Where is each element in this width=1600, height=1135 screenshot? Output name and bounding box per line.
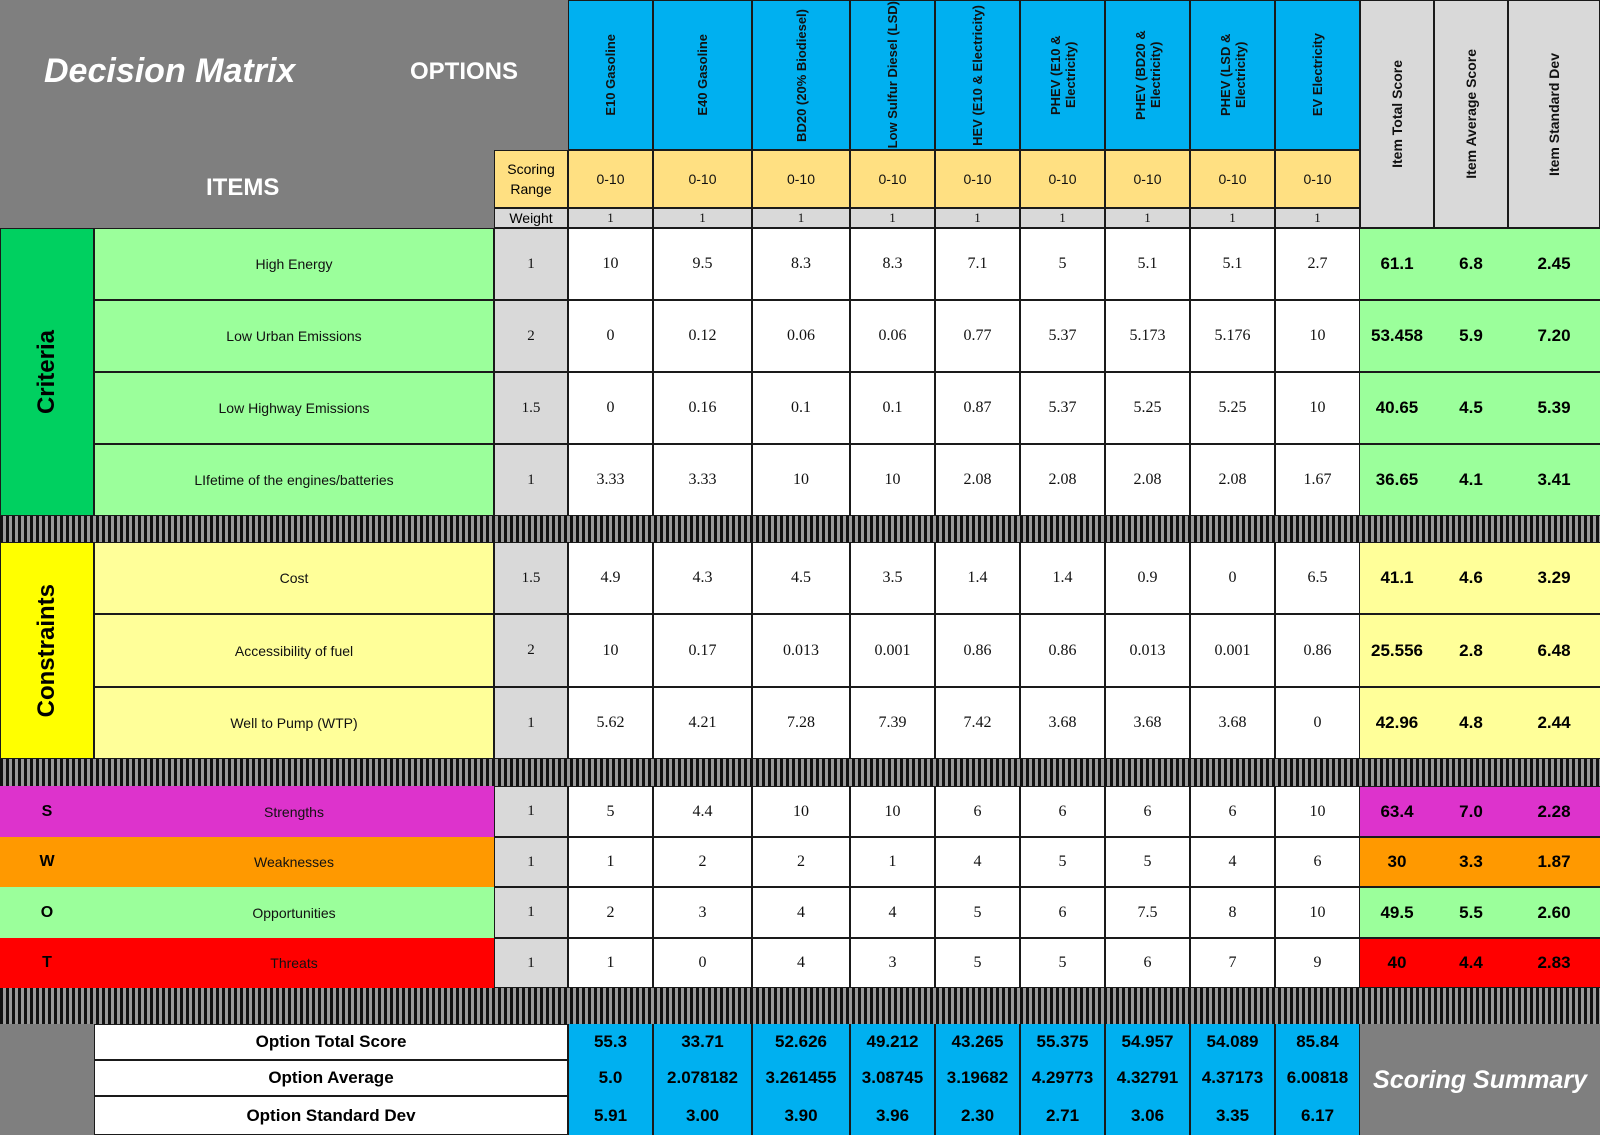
- option-header: [1190, 0, 1275, 150]
- score-cell: 0.013: [1105, 614, 1190, 687]
- stat-cell: 5.39: [1508, 372, 1600, 444]
- stat-cell: 40.65: [1360, 372, 1434, 444]
- stat-cell: 61.1: [1360, 228, 1434, 300]
- row-weight: 1.5: [494, 372, 568, 444]
- stat-cell: 40: [1360, 938, 1434, 988]
- score-cell: 0.12: [653, 300, 752, 372]
- constraints-band-text: Constraints: [33, 583, 60, 718]
- score-cell: 10: [1275, 887, 1360, 938]
- score-cell: 8.3: [752, 228, 850, 300]
- option-header-text: EV Electricity: [1310, 33, 1325, 117]
- criteria-item: LIfetime of the engines/batteries: [94, 444, 494, 516]
- score-cell: 10: [1275, 300, 1360, 372]
- score-cell: 5: [935, 938, 1020, 988]
- score-cell: 10: [850, 786, 935, 837]
- scoring-range: 0-10: [935, 150, 1020, 208]
- stat-cell: 42.96: [1360, 687, 1434, 759]
- score-cell: 1: [850, 837, 935, 887]
- score-cell: 7.42: [935, 687, 1020, 759]
- row-weight: 1: [494, 786, 568, 837]
- scoring-range: 0-10: [1190, 150, 1275, 208]
- stat-cell: 3.3: [1434, 837, 1508, 887]
- scoring-summary-label: Scoring Summary: [1373, 1065, 1587, 1094]
- separator-stripe: [0, 515, 1600, 542]
- swot-letter: T: [42, 954, 52, 971]
- constraints-band: [0, 542, 94, 759]
- score-cell: 0.17: [653, 614, 752, 687]
- score-cell: 8: [1190, 887, 1275, 938]
- summary-cell: 4.37173: [1190, 1060, 1275, 1096]
- option-header-text: Low Sulfur Diesel (LSD): [885, 1, 900, 149]
- row-weight: 1.5: [494, 542, 568, 614]
- stat-cell: 2.44: [1508, 687, 1600, 759]
- stat-cell: 3.41: [1508, 444, 1600, 516]
- summary-label: Option Average: [94, 1060, 568, 1096]
- score-cell: 2.7: [1275, 228, 1360, 300]
- swot-letter: O: [40, 903, 54, 921]
- summary-cell: 3.90: [752, 1096, 850, 1135]
- swot-item: Opportunities: [252, 904, 336, 921]
- score-cell: 0: [653, 938, 752, 988]
- option-header: [653, 0, 752, 150]
- score-cell: 0.16: [653, 372, 752, 444]
- score-cell: 7.5: [1105, 887, 1190, 938]
- stat-cell: 2.8: [1434, 614, 1508, 687]
- score-cell: 0.06: [850, 300, 935, 372]
- stat-header-text: Item Standard Dev: [1546, 52, 1562, 176]
- score-cell: 4: [1190, 837, 1275, 887]
- stat-cell: 2.83: [1508, 938, 1600, 988]
- constraints-item: Accessibility of fuel: [94, 614, 494, 687]
- stat-cell: 2.28: [1508, 786, 1600, 837]
- score-cell: 5.25: [1105, 372, 1190, 444]
- score-cell: 0.001: [1190, 614, 1275, 687]
- score-cell: 3.68: [1190, 687, 1275, 759]
- score-cell: 2.08: [935, 444, 1020, 516]
- score-cell: 10: [568, 228, 653, 300]
- stat-cell: 25.556: [1360, 614, 1434, 687]
- stat-cell: 4.6: [1434, 542, 1508, 614]
- scoring-range: 0-10: [1275, 150, 1360, 208]
- option-header-text: PHEV (BD20 & Electricity): [1132, 30, 1163, 120]
- option-header-text: PHEV (E10 & Electricity): [1047, 35, 1078, 115]
- stat-cell: 7.20: [1508, 300, 1600, 372]
- summary-cell: 54.089: [1190, 1024, 1275, 1060]
- score-cell: 6: [1190, 786, 1275, 837]
- score-cell: 0.1: [850, 372, 935, 444]
- score-cell: 0.86: [1020, 614, 1105, 687]
- scoring-range: 0-10: [850, 150, 935, 208]
- score-cell: 7: [1190, 938, 1275, 988]
- stat-header-text: Item Average Score: [1463, 49, 1479, 179]
- score-cell: 0: [568, 372, 653, 444]
- score-cell: 5: [1020, 938, 1105, 988]
- scoring-range: 0-10: [1020, 150, 1105, 208]
- summary-cell: 3.00: [653, 1096, 752, 1135]
- option-weight: 1: [1020, 208, 1105, 228]
- swot-item: Strengths: [264, 803, 324, 820]
- row-weight: 1: [494, 687, 568, 759]
- score-cell: 8.3: [850, 228, 935, 300]
- option-header-text: HEV (E10 & Electricity): [970, 4, 985, 146]
- summary-cell: 55.3: [568, 1024, 653, 1060]
- score-cell: 7.1: [935, 228, 1020, 300]
- separator-stripe: [0, 759, 1600, 786]
- summary-cell: 2.078182: [653, 1060, 752, 1096]
- summary-label: Option Standard Dev: [94, 1096, 568, 1135]
- stat-cell: 3.29: [1508, 542, 1600, 614]
- score-cell: 0.87: [935, 372, 1020, 444]
- weight-label: Weight: [494, 208, 568, 228]
- score-cell: 9: [1275, 938, 1360, 988]
- score-cell: 2: [752, 837, 850, 887]
- stat-header: [1508, 0, 1600, 228]
- stat-cell: 2.45: [1508, 228, 1600, 300]
- score-cell: 4: [935, 837, 1020, 887]
- score-cell: 5.25: [1190, 372, 1275, 444]
- stat-header-text: Item Total Score: [1389, 60, 1405, 168]
- score-cell: 0.86: [935, 614, 1020, 687]
- score-cell: 10: [568, 614, 653, 687]
- stat-cell: 4.4: [1434, 938, 1508, 988]
- score-cell: 3.5: [850, 542, 935, 614]
- option-header: [568, 0, 653, 150]
- page-title: Decision Matrix: [44, 52, 296, 90]
- scoring-range-label: Scoring Range: [494, 150, 568, 208]
- option-weight: 1: [653, 208, 752, 228]
- score-cell: 6: [1105, 938, 1190, 988]
- score-cell: 4.9: [568, 542, 653, 614]
- items-label: ITEMS: [206, 174, 280, 201]
- score-cell: 6: [1275, 837, 1360, 887]
- score-cell: 5: [935, 887, 1020, 938]
- score-cell: 0: [568, 300, 653, 372]
- score-cell: 5.176: [1190, 300, 1275, 372]
- score-cell: 5.173: [1105, 300, 1190, 372]
- summary-cell: 6.17: [1275, 1096, 1360, 1135]
- stat-cell: 6.8: [1434, 228, 1508, 300]
- criteria-item: Low Urban Emissions: [94, 300, 494, 372]
- summary-label: Option Total Score: [94, 1024, 568, 1060]
- score-cell: 5: [1105, 837, 1190, 887]
- option-header-text: PHEV (LSD & Electricity): [1217, 33, 1248, 117]
- stat-header: [1360, 0, 1434, 228]
- score-cell: 4.3: [653, 542, 752, 614]
- score-cell: 6: [1105, 786, 1190, 837]
- summary-cell: 49.212: [850, 1024, 935, 1060]
- scoring-range: 0-10: [653, 150, 752, 208]
- score-cell: 3: [850, 938, 935, 988]
- score-cell: 4: [752, 887, 850, 938]
- option-weight: 1: [1190, 208, 1275, 228]
- score-cell: 2: [568, 887, 653, 938]
- option-header-text: E10 Gasoline: [603, 34, 618, 116]
- score-cell: 0.001: [850, 614, 935, 687]
- stat-cell: 30: [1360, 837, 1434, 887]
- row-weight: 2: [494, 300, 568, 372]
- criteria-band: [0, 228, 94, 516]
- stat-cell: 7.0: [1434, 786, 1508, 837]
- summary-cell: 3.06: [1105, 1096, 1190, 1135]
- score-cell: 5.37: [1020, 372, 1105, 444]
- scoring-range: 0-10: [568, 150, 653, 208]
- option-header-text: BD20 (20% Biodiesel): [793, 8, 809, 142]
- score-cell: 3.68: [1020, 687, 1105, 759]
- criteria-item: High Energy: [94, 228, 494, 300]
- option-weight: 1: [752, 208, 850, 228]
- score-cell: 4.21: [653, 687, 752, 759]
- criteria-item: Low Highway Emissions: [94, 372, 494, 444]
- score-cell: 0.013: [752, 614, 850, 687]
- score-cell: 9.5: [653, 228, 752, 300]
- score-cell: 3.33: [653, 444, 752, 516]
- option-header-text: E40 Gasoline: [695, 34, 710, 116]
- score-cell: 1: [568, 837, 653, 887]
- score-cell: 2.08: [1020, 444, 1105, 516]
- stat-cell: 1.87: [1508, 837, 1600, 887]
- swot-letter: W: [39, 853, 55, 870]
- score-cell: 2.08: [1190, 444, 1275, 516]
- score-cell: 0.86: [1275, 614, 1360, 687]
- score-cell: 3: [653, 887, 752, 938]
- score-cell: 10: [1275, 372, 1360, 444]
- summary-cell: 52.626: [752, 1024, 850, 1060]
- summary-cell: 6.00818: [1275, 1060, 1360, 1096]
- score-cell: 4: [850, 887, 935, 938]
- summary-cell: 2.71: [1020, 1096, 1105, 1135]
- score-cell: 4.5: [752, 542, 850, 614]
- row-weight: 1: [494, 228, 568, 300]
- option-weight: 1: [568, 208, 653, 228]
- separator-stripe: [0, 988, 1600, 1024]
- stat-header: [1434, 0, 1508, 228]
- stat-cell: 53.458: [1360, 300, 1434, 372]
- stat-cell: 5.5: [1434, 887, 1508, 938]
- constraints-item: Cost: [94, 542, 494, 614]
- scoring-range: 0-10: [752, 150, 850, 208]
- options-label: OPTIONS: [410, 58, 519, 85]
- stat-cell: 2.60: [1508, 887, 1600, 938]
- score-cell: 10: [1275, 786, 1360, 837]
- summary-cell: 3.96: [850, 1096, 935, 1135]
- score-cell: 0.1: [752, 372, 850, 444]
- swot-item: Weaknesses: [254, 854, 334, 870]
- stat-cell: 6.48: [1508, 614, 1600, 687]
- summary-cell: 3.261455: [752, 1060, 850, 1096]
- stat-cell: 63.4: [1360, 786, 1434, 837]
- summary-cell: 3.35: [1190, 1096, 1275, 1135]
- stat-cell: 49.5: [1360, 887, 1434, 938]
- score-cell: 3.33: [568, 444, 653, 516]
- summary-cell: 4.32791: [1105, 1060, 1190, 1096]
- score-cell: 3.68: [1105, 687, 1190, 759]
- swot-letter: S: [41, 802, 53, 820]
- stat-cell: 4.5: [1434, 372, 1508, 444]
- stat-cell: 4.8: [1434, 687, 1508, 759]
- score-cell: 0.06: [752, 300, 850, 372]
- option-weight: 1: [850, 208, 935, 228]
- score-cell: 6.5: [1275, 542, 1360, 614]
- score-cell: 1.4: [1020, 542, 1105, 614]
- summary-cell: 5.91: [568, 1096, 653, 1135]
- score-cell: 10: [752, 444, 850, 516]
- row-weight: 1: [494, 837, 568, 887]
- score-cell: 1: [568, 938, 653, 988]
- score-cell: 1.4: [935, 542, 1020, 614]
- score-cell: 2: [653, 837, 752, 887]
- score-cell: 4: [752, 938, 850, 988]
- summary-cell: 5.0: [568, 1060, 653, 1096]
- score-cell: 6: [935, 786, 1020, 837]
- option-weight: 1: [935, 208, 1020, 228]
- constraints-item: Well to Pump (WTP): [94, 687, 494, 759]
- score-cell: 0: [1190, 542, 1275, 614]
- option-header: [935, 0, 1020, 150]
- swot-item: Threats: [270, 955, 318, 971]
- score-cell: 6: [1020, 786, 1105, 837]
- option-header: [752, 0, 850, 150]
- score-cell: 7.28: [752, 687, 850, 759]
- score-cell: 0: [1275, 687, 1360, 759]
- option-header: [1275, 0, 1360, 150]
- option-header: [1020, 0, 1105, 150]
- score-cell: 4.4: [653, 786, 752, 837]
- score-cell: 5.1: [1105, 228, 1190, 300]
- summary-cell: 33.71: [653, 1024, 752, 1060]
- score-cell: 5: [1020, 837, 1105, 887]
- summary-cell: 3.19682: [935, 1060, 1020, 1096]
- summary-cell: 4.29773: [1020, 1060, 1105, 1096]
- stat-cell: 36.65: [1360, 444, 1434, 516]
- score-cell: 5: [1020, 228, 1105, 300]
- row-weight: 1: [494, 444, 568, 516]
- score-cell: 5.37: [1020, 300, 1105, 372]
- stat-cell: 5.9: [1434, 300, 1508, 372]
- score-cell: 2.08: [1105, 444, 1190, 516]
- summary-cell: 54.957: [1105, 1024, 1190, 1060]
- option-weight: 1: [1275, 208, 1360, 228]
- score-cell: 10: [850, 444, 935, 516]
- row-weight: 1: [494, 887, 568, 938]
- criteria-band-text: Criteria: [33, 329, 60, 415]
- row-weight: 2: [494, 614, 568, 687]
- score-cell: 10: [752, 786, 850, 837]
- score-cell: 6: [1020, 887, 1105, 938]
- score-cell: 5.1: [1190, 228, 1275, 300]
- summary-cell: 3.08745: [850, 1060, 935, 1096]
- score-cell: 0.77: [935, 300, 1020, 372]
- summary-cell: 85.84: [1275, 1024, 1360, 1060]
- stat-cell: 4.1: [1434, 444, 1508, 516]
- score-cell: 5.62: [568, 687, 653, 759]
- summary-cell: 2.30: [935, 1096, 1020, 1135]
- score-cell: 5: [568, 786, 653, 837]
- summary-cell: 43.265: [935, 1024, 1020, 1060]
- option-header: [1105, 0, 1190, 150]
- summary-cell: 55.375: [1020, 1024, 1105, 1060]
- score-cell: 1.67: [1275, 444, 1360, 516]
- option-header: [850, 0, 935, 150]
- scoring-range: 0-10: [1105, 150, 1190, 208]
- score-cell: 0.9: [1105, 542, 1190, 614]
- score-cell: 7.39: [850, 687, 935, 759]
- option-weight: 1: [1105, 208, 1190, 228]
- stat-cell: 41.1: [1360, 542, 1434, 614]
- row-weight: 1: [494, 938, 568, 988]
